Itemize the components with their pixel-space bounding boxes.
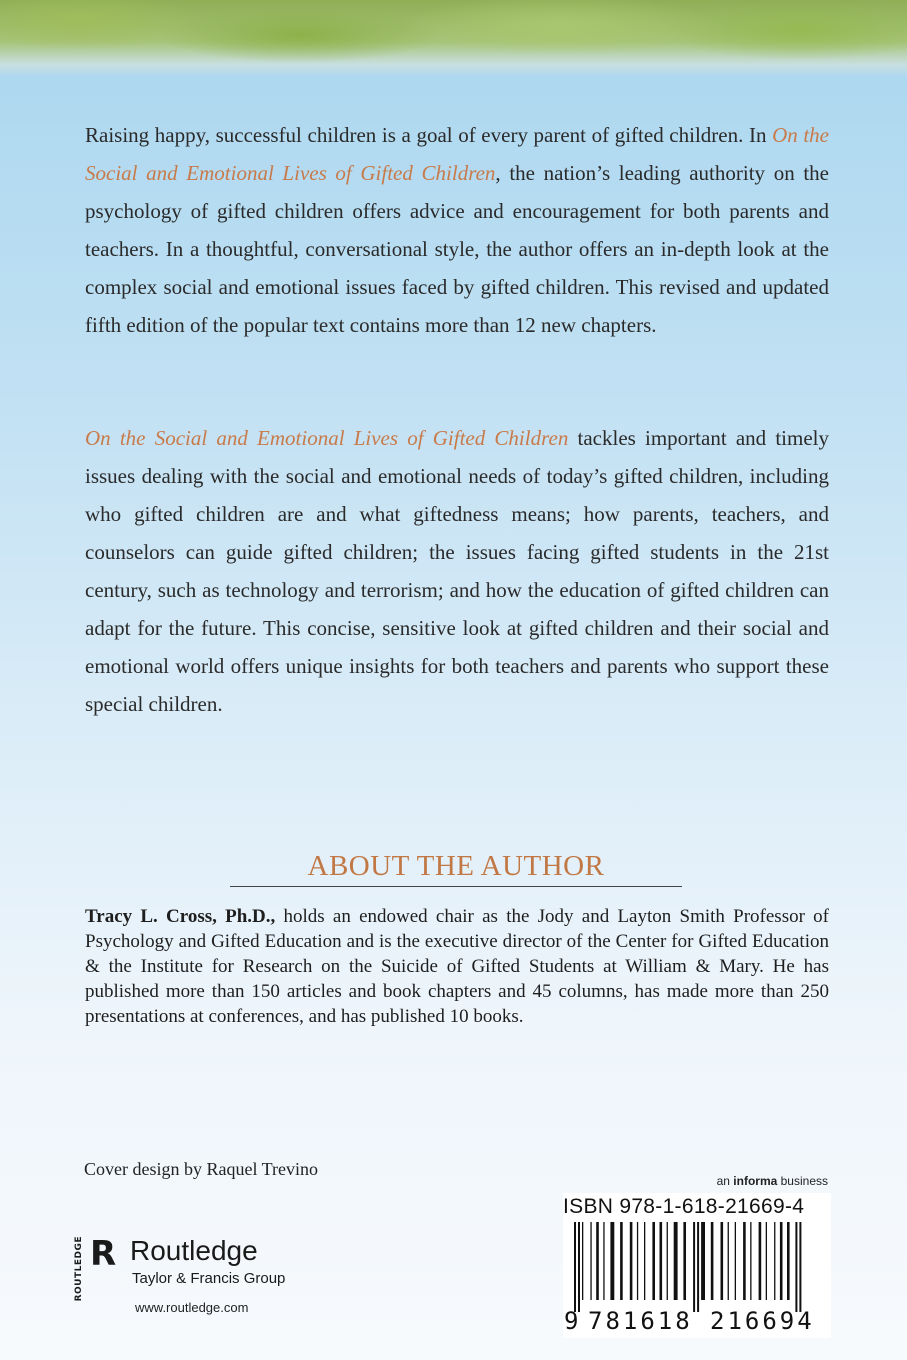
p1-start: Raising happy, successful children is a goal of every parent of gifted children. In [85, 123, 773, 147]
informa-suffix: business [777, 1174, 828, 1188]
barcode-bar [795, 1222, 797, 1312]
barcode-bar [630, 1222, 633, 1300]
barcode-digits-right: 216694 [710, 1307, 815, 1335]
barcode-bar [735, 1222, 736, 1300]
barcode-bar [728, 1222, 729, 1300]
barcode-bar [603, 1222, 604, 1300]
barcode-bar [750, 1222, 751, 1300]
informa-prefix: an [716, 1174, 734, 1188]
barcode-bar [693, 1222, 695, 1312]
barcode-bar [683, 1222, 686, 1300]
barcode-bar [759, 1222, 762, 1300]
author-bio-text: holds an endowed chair as the Jody and Layton Smith Professor of Psychology and Gifted Education and is the executive director of the Center for Gifted Education & the Institute for Research on the Suicide of Gifted Students at William & Mary. He has published more than 150 articles and book chapters and 45 columns, has made more than 250 presentations at conferences, and has published 10 books. [85, 906, 829, 1027]
book-title-italic: On the Social and Emotional Lives of Gifted Children [85, 123, 830, 185]
barcode-bar [620, 1222, 623, 1300]
barcode-bar [574, 1222, 576, 1312]
description-paragraph-2 [85, 419, 829, 723]
description-paragraph-1 [85, 116, 829, 344]
barcode-bar [596, 1222, 599, 1300]
barcode-bar [660, 1222, 663, 1300]
barcode-bar [721, 1222, 724, 1300]
p1-end: , the nation’s leading authority on the psychology of gifted children offers advice and encouragement for both parents and teachers. In a thoughtful, conversational style, the author offers an in-depth look at the complex social and emotional issues faced by gifted children. This revised and updated fifth edition of the popular text contains more than 12 new chapters. [85, 161, 829, 337]
barcode-bar [644, 1222, 645, 1300]
barcode-digits-left: 781618 [588, 1307, 693, 1335]
informa-brand: informa [733, 1174, 778, 1188]
routledge-vertical-text: ROUTLEDGE [74, 1236, 84, 1302]
publisher-name: Routledge [130, 1235, 258, 1266]
barcode-bar [667, 1222, 668, 1300]
barcode-bar [674, 1222, 678, 1300]
barcode-bar [637, 1222, 638, 1300]
barcode-bar [697, 1222, 699, 1312]
barcode-digits [560, 1306, 832, 1336]
barcode-bar [590, 1222, 591, 1300]
isbn-text: ISBN 978-1-618-21669-4 [563, 1195, 805, 1218]
routledge-mark-icon [70, 1232, 117, 1304]
barcode-bar [787, 1222, 790, 1300]
barcode-bar [652, 1222, 655, 1300]
barcode-bar [766, 1222, 767, 1300]
barcode-bar [780, 1222, 783, 1300]
about-author-heading: ABOUT THE AUTHOR [230, 848, 682, 887]
author-bio [85, 904, 829, 1029]
barcode-bar [578, 1222, 580, 1312]
grass-photo-strip [0, 0, 907, 76]
barcode-bar [582, 1222, 583, 1300]
cover-design-credit: Cover design by Raquel Trevino [84, 1159, 318, 1179]
barcode-bar [774, 1222, 775, 1300]
barcode-bar [711, 1222, 714, 1300]
routledge-r-glyph: R [90, 1234, 117, 1274]
publisher-url: www.routledge.com [135, 1300, 249, 1315]
barcode-bar [743, 1222, 746, 1300]
informa-business-label [717, 1174, 828, 1188]
barcode-digit-first: 9 [564, 1307, 579, 1335]
publisher-group: Taylor & Francis Group [132, 1270, 286, 1287]
book-title-italic-2: On the Social and Emotional Lives of Gifted Children [85, 426, 569, 450]
barcode-bar [799, 1222, 801, 1312]
barcode-bar [610, 1222, 614, 1300]
p2-end: tackles important and timely issues dealing with the social and emotional needs of today’s gifted children, including who gifted children are and what giftedness means; how parents, teachers, and counselors can guide gifted children; the issues facing gifted students in the 21st century, such as technology and terrorism; and how the education of gifted children can adapt for the future. This concise, sensitive look at gifted children and their social and emotional world offers unique insights for both teachers and parents who support these special children. [85, 426, 829, 716]
barcode-bar [701, 1222, 705, 1300]
isbn-barcode [566, 1222, 828, 1312]
author-name: Tracy L. Cross, Ph.D., [85, 906, 276, 927]
